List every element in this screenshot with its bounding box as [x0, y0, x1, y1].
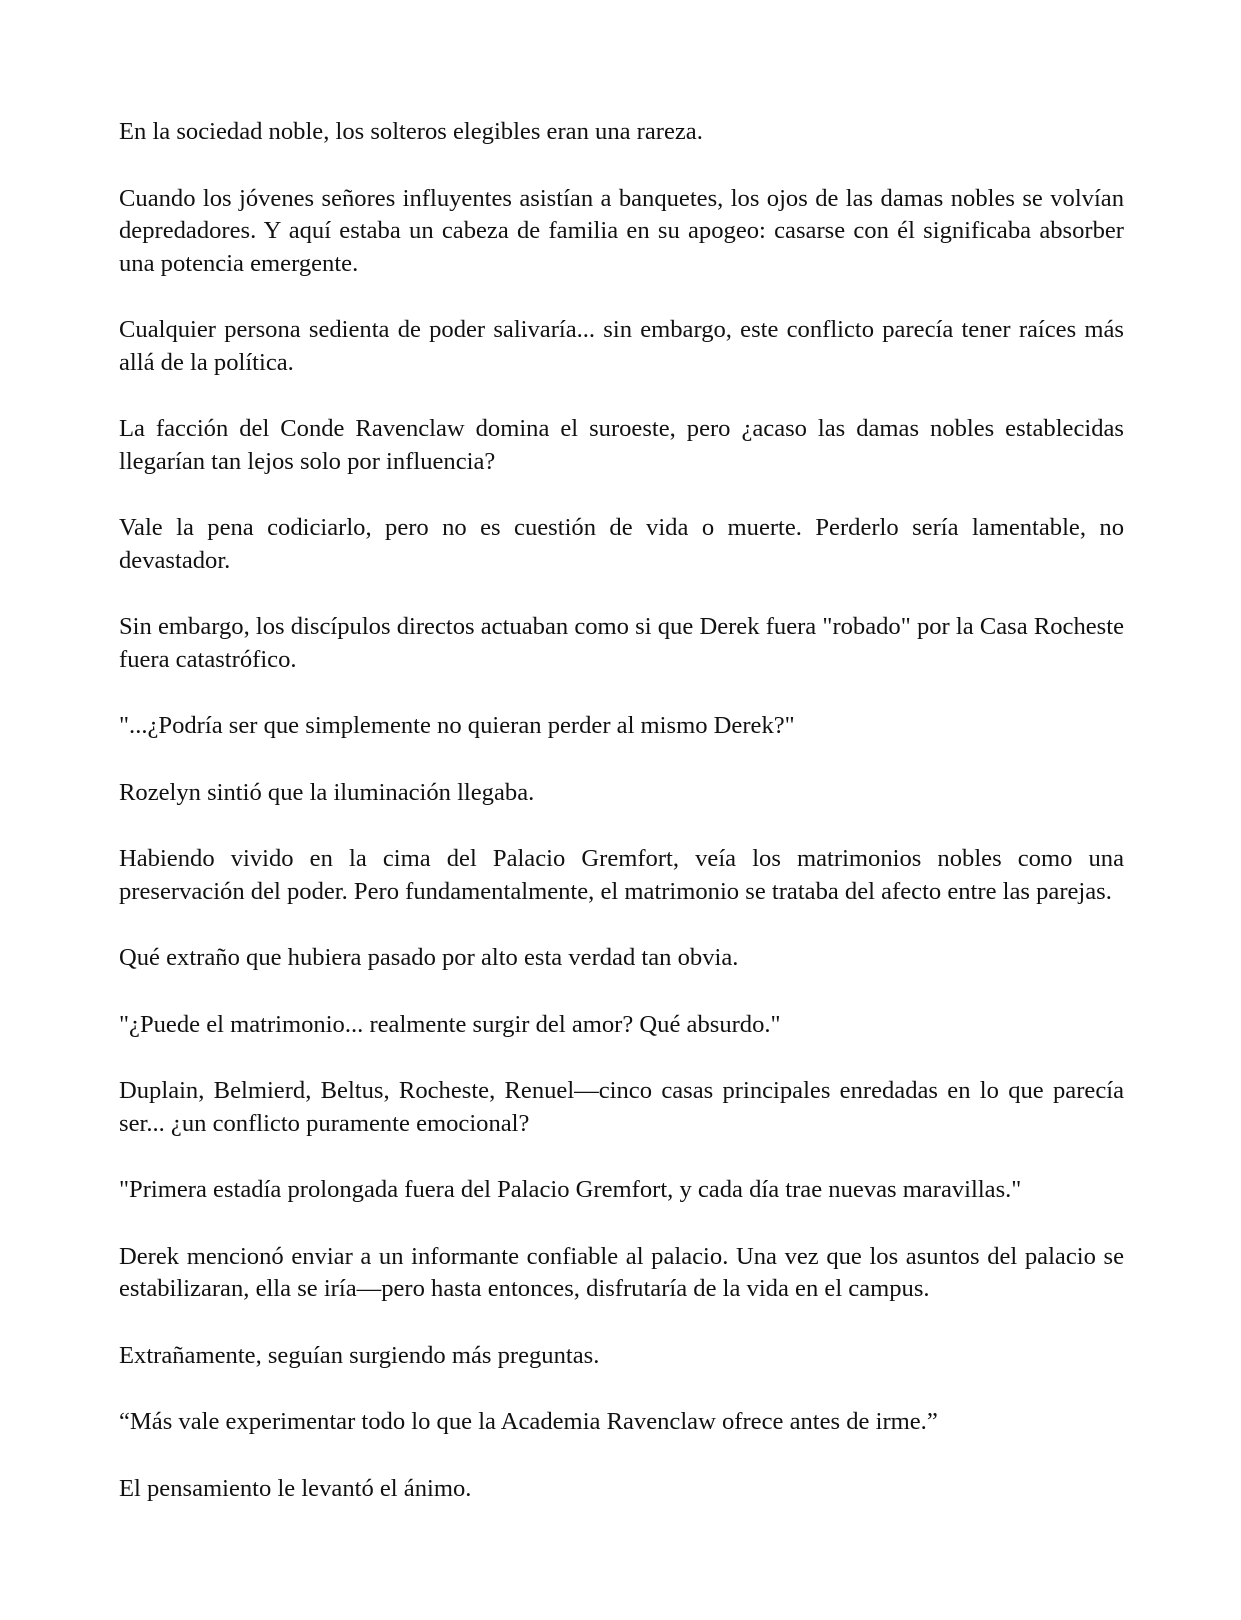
paragraph-2: Cuando los jóvenes señores influyentes asistían a banquetes, los ojos de las damas nobles se volvían depredadores. Y aquí estaba un cabeza de familia en su apogeo: casarse con él significaba absorber una potencia emergente.: [119, 184, 1124, 277]
paragraph-16: “Más vale experimentar todo lo que la Academia Ravenclaw ofrece antes de irme.”: [119, 1408, 938, 1435]
document-body: [119, 116, 1124, 1539]
paragraph-6: Sin embargo, los discípulos directos actuaban como si que Derek fuera "robado" por la Casa Rocheste fuera catastrófico.: [119, 613, 1124, 673]
paragraph-8: Rozelyn sintió que la iluminación llegaba.: [119, 778, 535, 806]
paragraph-13: "Primera estadía prolongada fuera del Palacio Gremfort, y cada día trae nuevas maravillas.": [119, 1176, 1022, 1203]
paragraph-15: Extrañamente, seguían surgiendo más preguntas.: [119, 1341, 600, 1369]
paragraph-10: Qué extraño que hubiera pasado por alto esta verdad tan obvia.: [119, 944, 739, 971]
paragraph-9: Habiendo vivido en la cima del Palacio Gremfort, veía los matrimonios nobles como una preservación del poder. Pero fundamentalmente, el matrimonio se trataba del afecto entre las parejas.: [119, 845, 1124, 905]
paragraph-17: El pensamiento le levantó el ánimo.: [119, 1474, 472, 1502]
paragraph-14: Derek mencionó enviar a un informante confiable al palacio. Una vez que los asuntos del palacio se estabilizaran, ella se iría—pero hasta entonces, disfrutaría de la vida en el campus.: [119, 1242, 1124, 1302]
paragraph-1: En la sociedad noble, los solteros elegibles eran una rareza.: [119, 118, 703, 145]
paragraph-5: Vale la pena codiciarlo, pero no es cuestión de vida o muerte. Perderlo sería lamentable, no devastador.: [119, 514, 1124, 574]
paragraph-7: "...¿Podría ser que simplemente no quieran perder al mismo Derek?": [119, 712, 795, 739]
paragraph-4: La facción del Conde Ravenclaw domina el suroeste, pero ¿acaso las damas nobles establecidas llegarían tan lejos solo por influencia?: [119, 415, 1124, 475]
paragraph-3: Cualquier persona sedienta de poder salivaría... sin embargo, este conflicto parecía tener raíces más allá de la política.: [119, 316, 1124, 376]
paragraph-12: Duplain, Belmierd, Beltus, Rocheste, Renuel—cinco casas principales enredadas en lo que parecía ser... ¿un conflicto puramente emocional?: [119, 1077, 1124, 1137]
paragraph-11: "¿Puede el matrimonio... realmente surgir del amor? Qué absurdo.": [119, 1010, 781, 1038]
